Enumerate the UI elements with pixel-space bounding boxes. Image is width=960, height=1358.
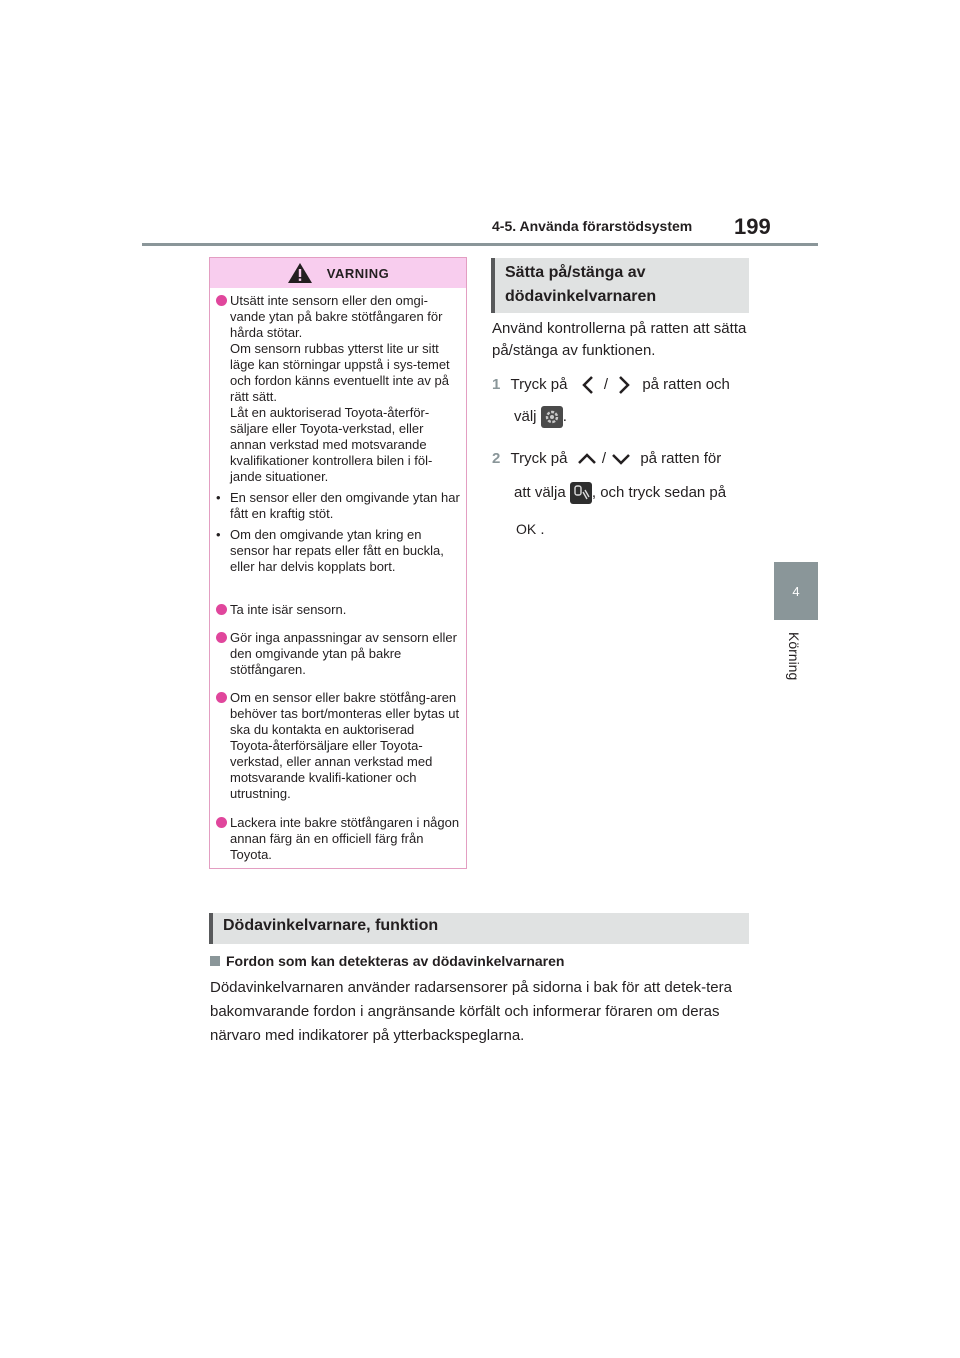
warning-label: VARNING xyxy=(326,265,390,281)
ok-button-label: OK xyxy=(516,521,537,537)
blind-spot-monitor-icon xyxy=(570,482,592,504)
step-2-ok: OK . xyxy=(516,521,545,538)
chevron-right-icon xyxy=(612,374,634,396)
section-heading: Dödavinkelvarnare, funktion xyxy=(209,913,749,944)
step-number: 2 xyxy=(492,450,501,467)
chevron-down-icon xyxy=(610,448,632,470)
step-2: 2 Tryck på / på ratten för xyxy=(492,448,752,470)
warning-item: Gör inga anpassningar av sensorn eller den omgivande ytan på bakre stötfångaren. xyxy=(216,630,460,678)
chevron-left-icon xyxy=(578,374,600,396)
header-rule xyxy=(142,243,818,246)
warning-sub-item: • En sensor eller den omgivande ytan har fått en kraftig stöt. xyxy=(216,490,460,521)
chapter-title: 4-5. Använda förarstödsystem xyxy=(492,218,693,234)
bullet-dot-icon xyxy=(216,632,227,643)
warning-header xyxy=(210,258,466,288)
warning-triangle-icon xyxy=(287,262,313,284)
chapter-tab-label: Körning xyxy=(786,632,802,681)
step-2-cont: att välja , och tryck sedan på xyxy=(514,482,726,504)
chapter-tab-number: 4 xyxy=(792,583,800,599)
warning-item: Lackera inte bakre stötfångaren i någon annan färg än en officiell färg från Toyota. xyxy=(216,815,460,863)
chapter-tab xyxy=(774,562,818,620)
bullet-dot-icon xyxy=(216,817,227,828)
warning-sub-item: • Om den omgivande ytan kring en sensor har repats eller fått en buckla, eller har delvis kopplats bort. xyxy=(216,527,444,574)
sub-heading: Fordon som kan detekteras av dödavinkelvarnaren xyxy=(210,953,564,969)
page-number: 199 xyxy=(734,214,771,239)
chevron-up-icon xyxy=(576,448,598,470)
warning-item: Ta inte isär sensorn. xyxy=(216,602,460,618)
section-heading: Sätta på/stänga av dödavinkelvarnaren xyxy=(491,258,749,313)
settings-gear-icon xyxy=(541,406,563,428)
step-1-cont: välj . xyxy=(514,406,567,428)
section-intro: Använd kontrollerna på ratten att sätta på/stänga av funktionen. xyxy=(492,320,747,359)
square-bullet-icon xyxy=(210,956,220,966)
bullet-dot-icon xyxy=(216,295,227,306)
body-paragraph: Dödavinkelvarnaren använder radarsensorer på sidorna i bak för att detek-tera bakomvarande fordon i angränsande körfält och informerar föraren om deras närvaro med indikatorer på ytterbackspeglarna. xyxy=(210,979,732,1044)
warning-box xyxy=(209,257,467,869)
bullet-dot-icon xyxy=(216,604,227,615)
bullet-dot-icon xyxy=(216,692,227,703)
warning-item: Utsätt inte sensorn eller den omgi-vande ytan på bakre stötfångaren för hårda stötar. Om sensorn rubbas ytterst lite ur sitt läge kan störningar uppstå i sys-temet och fordon känns eventuellt inte av på rätt sätt. Låt en auktoriserad Toyota-återför-säljare eller Toyota-verkstad, eller annan verkstad med motsvarande kvalifikationer kontrollera bilen i föl-jande situationer. xyxy=(216,293,460,485)
step-number: 1 xyxy=(492,376,501,393)
step-1: 1 Tryck på / på ratten och xyxy=(492,374,752,396)
warning-item: Om en sensor eller bakre stötfång-aren behöver tas bort/monteras eller bytas ut ska du kontakta en auktoriserad Toyota-återförsäljare eller Toyota-verkstad, eller annan verkstad med motsvarande kvalifi-kationer och utrustning. xyxy=(216,690,460,802)
